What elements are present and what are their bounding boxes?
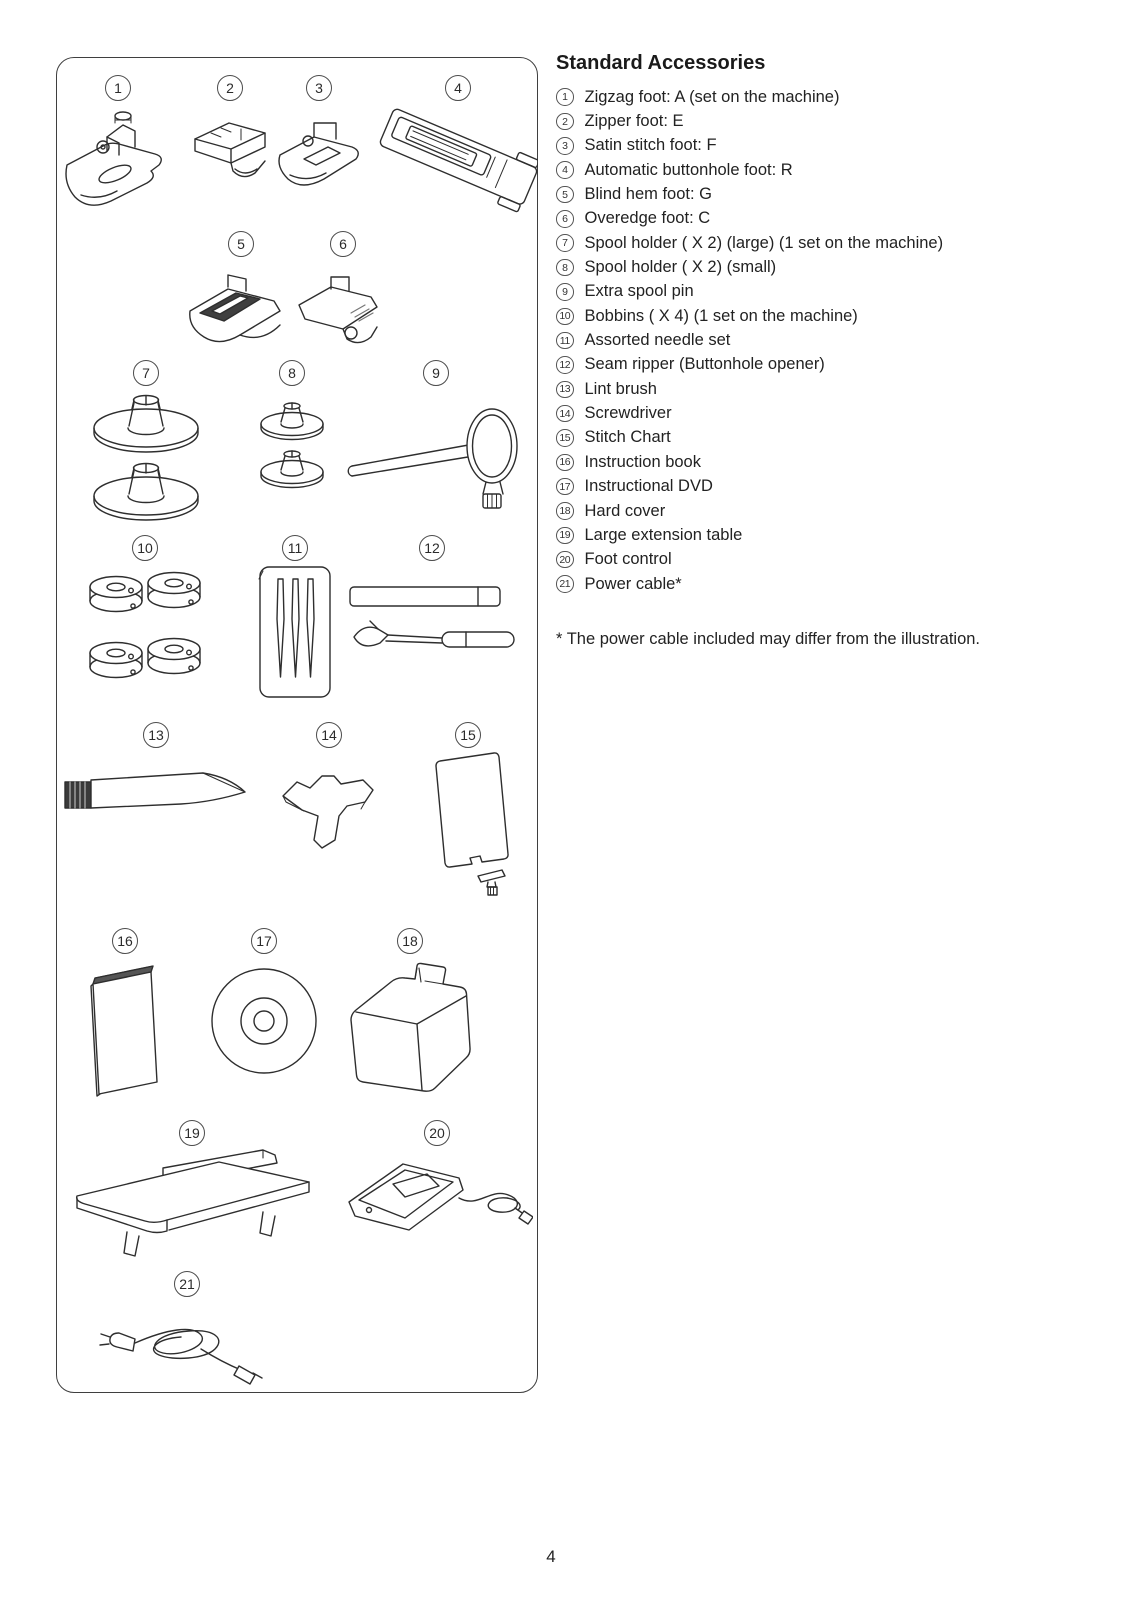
list-item xyxy=(556,231,1116,255)
item-label: Bobbins ( X 4) (1 set on the machine) xyxy=(584,306,858,325)
figure-power-cable xyxy=(97,1271,277,1391)
item-number-badge: 17 xyxy=(556,478,574,496)
figure-foot-control xyxy=(341,1120,533,1242)
item-label: Seam ripper (Buttonhole opener) xyxy=(584,355,825,374)
figure-number: 19 xyxy=(179,1120,205,1146)
needle-set-illustration xyxy=(254,563,336,701)
extension-table-illustration xyxy=(67,1146,317,1258)
footnote: * The power cable included may differ from the illustration. xyxy=(556,630,981,648)
item-label: Zipper foot: E xyxy=(584,112,684,131)
list-item xyxy=(556,109,1116,133)
item-number-badge: 5 xyxy=(556,186,574,204)
item-number-badge: 9 xyxy=(556,283,574,301)
figure-lint-brush xyxy=(63,722,249,822)
list-item xyxy=(556,548,1116,572)
item-label: Stitch Chart xyxy=(584,428,671,447)
list-item xyxy=(556,499,1116,523)
item-label: Hard cover xyxy=(584,501,666,520)
item-number-badge: 14 xyxy=(556,405,574,423)
figure-number: 11 xyxy=(282,535,308,561)
figure-spool-holder-small xyxy=(253,360,331,496)
list-item xyxy=(556,377,1116,401)
figure-number: 3 xyxy=(306,75,332,101)
figure-number: 12 xyxy=(419,535,445,561)
instruction-book-illustration xyxy=(79,958,171,1104)
item-label: Blind hem foot: G xyxy=(584,185,712,204)
item-number-badge: 16 xyxy=(556,454,574,472)
list-item xyxy=(556,450,1116,474)
stitch-chart-illustration xyxy=(424,748,512,896)
dvd-illustration xyxy=(207,966,321,1078)
list-item xyxy=(556,401,1116,425)
item-number-badge: 2 xyxy=(556,113,574,131)
item-label: Foot control xyxy=(584,550,672,569)
list-item xyxy=(556,207,1116,231)
figure-number: 20 xyxy=(424,1120,450,1146)
figure-screwdriver xyxy=(277,722,381,862)
hard-cover-illustration xyxy=(339,956,481,1102)
list-item xyxy=(556,328,1116,352)
figure-number: 18 xyxy=(397,928,423,954)
figure-satin-stitch-foot xyxy=(272,75,366,197)
figure-extension-table xyxy=(67,1120,317,1258)
figure-seam-ripper xyxy=(344,535,520,663)
list-item xyxy=(556,475,1116,499)
item-number-badge: 19 xyxy=(556,527,574,545)
list-item xyxy=(556,280,1116,304)
item-number-badge: 6 xyxy=(556,210,574,228)
list-item xyxy=(556,426,1116,450)
figure-zigzag-foot xyxy=(59,75,177,211)
figure-number: 21 xyxy=(174,1271,200,1297)
item-number-badge: 12 xyxy=(556,356,574,374)
item-number-badge: 21 xyxy=(556,575,574,593)
illustration-panel xyxy=(56,57,538,1393)
figure-number: 15 xyxy=(455,722,481,748)
seam-ripper-illustration xyxy=(344,575,520,663)
item-number-badge: 18 xyxy=(556,502,574,520)
item-label: Power cable* xyxy=(584,574,682,593)
bobbins-illustration xyxy=(86,569,204,701)
item-label: Extra spool pin xyxy=(584,282,694,301)
item-label: Spool holder ( X 2) (small) xyxy=(584,258,777,277)
figure-number: 2 xyxy=(217,75,243,101)
item-number-badge: 10 xyxy=(556,308,574,326)
blind-hem-foot-illustration xyxy=(182,265,300,359)
list-item xyxy=(556,134,1116,158)
buttonhole-foot-illustration xyxy=(378,101,538,231)
screwdriver-illustration xyxy=(277,756,381,862)
page-number: 4 xyxy=(546,1547,556,1566)
list-item xyxy=(556,572,1116,596)
list-item xyxy=(556,255,1116,279)
item-number-badge: 20 xyxy=(556,551,574,569)
figure-number: 5 xyxy=(228,231,254,257)
figure-stitch-chart xyxy=(424,722,512,896)
figure-extra-spool-pin xyxy=(344,360,528,516)
figure-number: 10 xyxy=(132,535,158,561)
item-label: Zigzag foot: A (set on the machine) xyxy=(584,87,840,106)
figure-instruction-book xyxy=(79,928,171,1104)
figure-instructional-dvd xyxy=(207,928,321,1078)
figure-number: 8 xyxy=(279,360,305,386)
item-label: Lint brush xyxy=(584,379,657,398)
figure-hard-cover xyxy=(339,928,481,1102)
figure-number: 16 xyxy=(112,928,138,954)
item-number-badge: 15 xyxy=(556,429,574,447)
figure-bobbins xyxy=(86,535,204,701)
accessories-list xyxy=(556,85,1116,596)
figure-number: 1 xyxy=(105,75,131,101)
list-item xyxy=(556,85,1116,109)
item-number-badge: 4 xyxy=(556,161,574,179)
figure-buttonhole-foot xyxy=(378,75,538,231)
item-number-badge: 8 xyxy=(556,259,574,277)
item-label: Instruction book xyxy=(584,452,701,471)
figure-number: 4 xyxy=(445,75,471,101)
figure-spool-holder-large xyxy=(86,360,206,522)
zipper-foot-illustration xyxy=(187,113,273,195)
overedge-foot-illustration xyxy=(291,267,395,355)
figure-blind-hem-foot xyxy=(182,231,300,359)
item-number-badge: 7 xyxy=(556,234,574,252)
satin-stitch-foot-illustration xyxy=(272,111,366,197)
item-number-badge: 13 xyxy=(556,381,574,399)
figure-zipper-foot xyxy=(187,75,273,195)
power-cable-illustration xyxy=(97,1299,277,1391)
zigzag-foot-illustration xyxy=(59,107,177,211)
item-label: Large extension table xyxy=(584,525,743,544)
figure-number: 7 xyxy=(133,360,159,386)
lint-brush-illustration xyxy=(63,768,249,822)
figure-number: 14 xyxy=(316,722,342,748)
list-item xyxy=(556,523,1116,547)
item-label: Spool holder ( X 2) (large) (1 set on the machine) xyxy=(584,233,944,252)
figure-number: 17 xyxy=(251,928,277,954)
item-label: Assorted needle set xyxy=(584,331,731,350)
list-item xyxy=(556,353,1116,377)
item-label: Overedge foot: C xyxy=(584,209,711,228)
list-item xyxy=(556,304,1116,328)
figure-number: 9 xyxy=(423,360,449,386)
figure-overedge-foot xyxy=(291,231,395,355)
item-number-badge: 1 xyxy=(556,88,574,106)
figure-number: 6 xyxy=(330,231,356,257)
page-title: Standard Accessories xyxy=(556,52,766,74)
figure-needle-set xyxy=(254,535,336,701)
item-label: Satin stitch foot: F xyxy=(584,136,717,155)
item-number-badge: 11 xyxy=(556,332,574,350)
spool-holder-small-illustration xyxy=(253,398,331,496)
foot-control-illustration xyxy=(341,1146,533,1242)
item-label: Screwdriver xyxy=(584,404,672,423)
spool-holder-large-illustration xyxy=(86,388,206,522)
list-item xyxy=(556,182,1116,206)
item-number-badge: 3 xyxy=(556,137,574,155)
list-item xyxy=(556,158,1116,182)
item-label: Automatic buttonhole foot: R xyxy=(584,160,793,179)
extra-spool-pin-illustration xyxy=(344,388,528,516)
item-label: Instructional DVD xyxy=(584,477,713,496)
figure-number: 13 xyxy=(143,722,169,748)
